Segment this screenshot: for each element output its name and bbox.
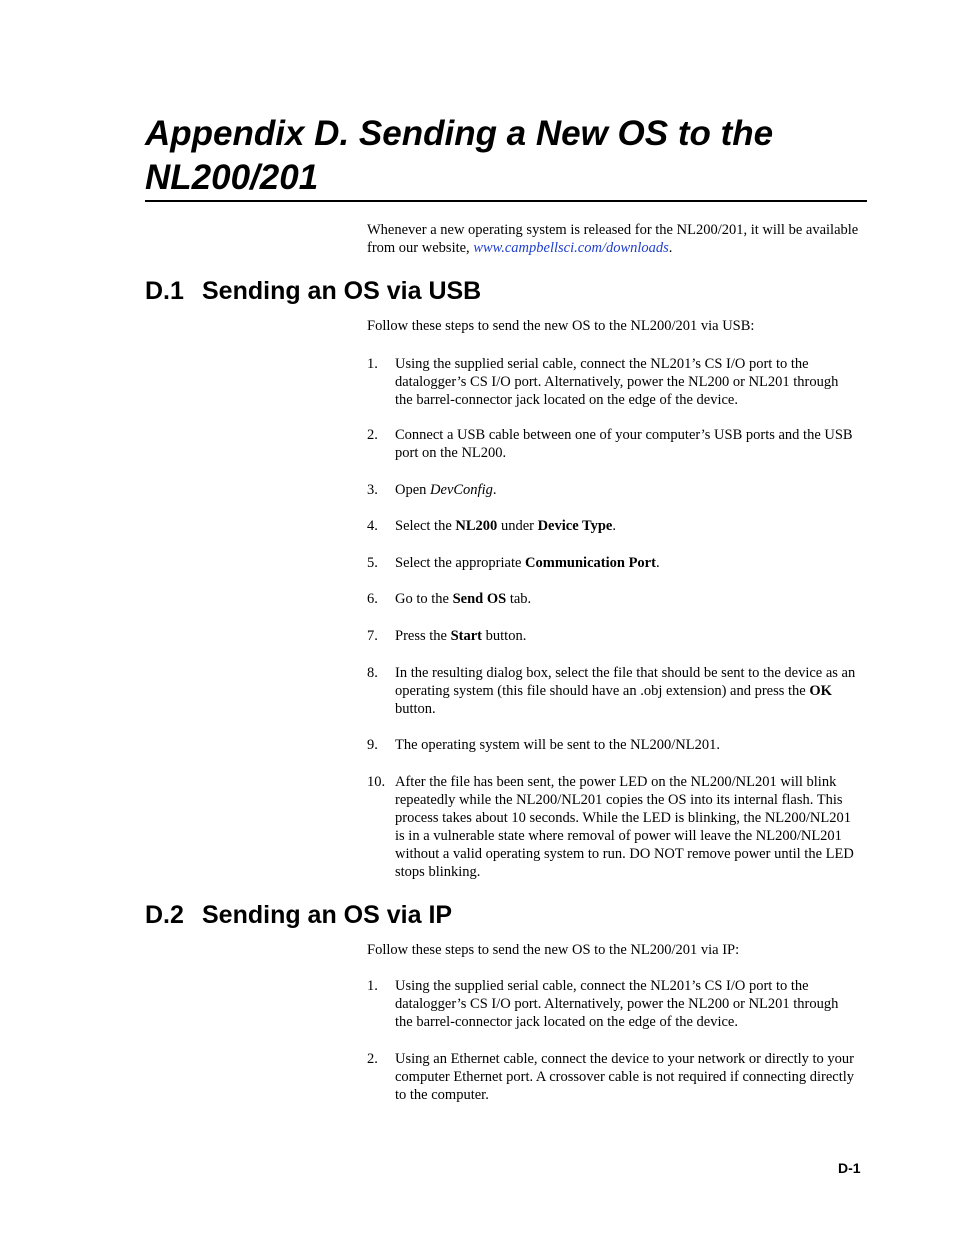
section-heading-ip: D.2 Sending an OS via IP [145, 901, 453, 929]
section-heading-usb: D.1 Sending an OS via USB [145, 277, 482, 305]
page-title: Appendix D. Sending a New OS to the NL200/201 [145, 114, 774, 197]
usb-lead: Follow these steps to send the new OS to the NL200/201 via USB: [367, 318, 755, 334]
intro-paragraph: Whenever a new operating system is released for the NL200/201, it will be available from our website, www.campbellsci.com/downloads. [367, 222, 859, 256]
title-rule [145, 200, 867, 202]
ip-lead: Follow these steps to send the new OS to the NL200/201 via IP: [367, 942, 740, 958]
page-number: D-1 [838, 1160, 861, 1176]
downloads-link[interactable]: www.campbellsci.com/downloads [473, 240, 669, 256]
